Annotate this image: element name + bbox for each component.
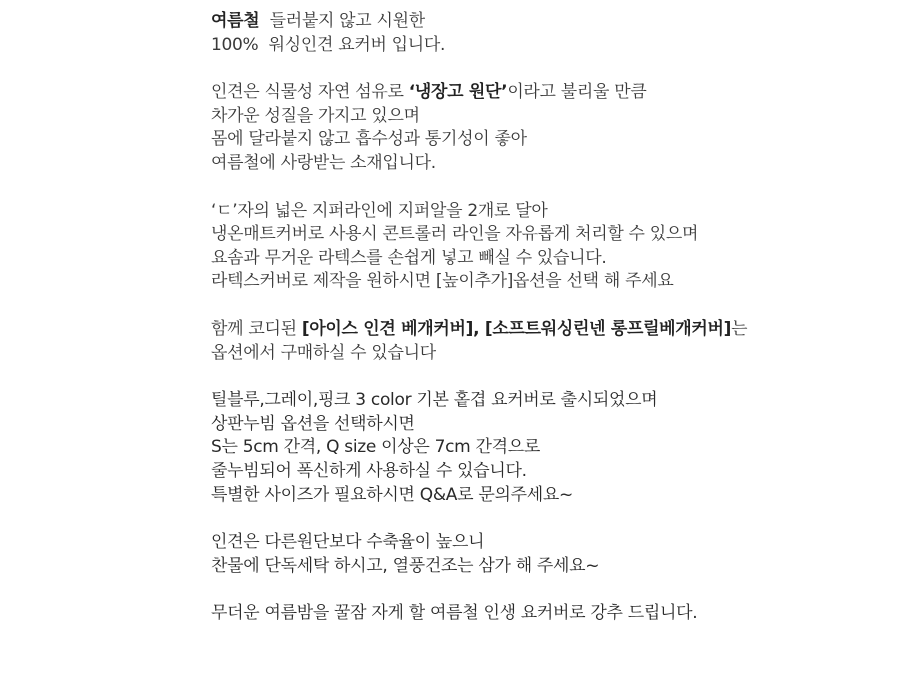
options-line-5: 특별한 사이즈가 필요하시면 Q&A로 문의주세요~ <box>211 484 573 505</box>
zipper-line-2: 냉온매트커버로 사용시 콘트롤러 라인을 자유롭게 처리할 수 있으며 <box>211 224 699 245</box>
coordination-line-2: 옵션에서 구매하실 수 있습니다 <box>211 342 436 363</box>
material-line-4: 여름철에 사랑받는 소재입니다. <box>211 152 436 173</box>
zipper-line-4: 라텍스커버로 제작을 원하시면 [높이추가]옵션을 선택 해 주세요 <box>211 271 674 292</box>
fridge-fabric-keyword: ‘냉장고 원단’ <box>408 82 508 103</box>
intro-line-1 <box>211 10 891 34</box>
season-keyword: 여름철 <box>211 11 260 31</box>
intro-paragraph <box>211 10 891 57</box>
closing-paragraph <box>211 602 891 626</box>
care-line-1: 인견은 다른원단보다 수축율이 높으니 <box>211 532 485 553</box>
options-line-3: S는 5cm 간격, Q size 이상은 7cm 간격으로 <box>211 437 541 458</box>
coordination-paragraph <box>211 318 891 365</box>
material-line-2: 차가운 성질을 가지고 있으며 <box>211 105 420 126</box>
product-description <box>211 10 891 650</box>
options-line-1: 틸블루,그레이,핑크 3 color 기본 홑겹 요커버로 출시되었으며 <box>211 390 658 411</box>
intro-line-1-text: 들러붙지 않고 시원한 <box>259 11 425 31</box>
coordination-line-1-pre: 함께 코디된 <box>211 318 302 339</box>
care-paragraph <box>211 531 891 578</box>
zipper-line-1: ‘ㄷ’자의 넓은 지퍼라인에 지퍼알을 2개로 달아 <box>211 200 548 221</box>
color-options-paragraph <box>211 389 891 507</box>
material-line-1-post: 이라고 불리울 만큼 <box>507 82 647 103</box>
care-line-2: 찬물에 단독세탁 하시고, 열풍건조는 삼가 해 주세요~ <box>211 555 600 576</box>
closing-line: 무더운 여름밤을 꿀잠 자게 할 여름철 인생 요커버로 강추 드립니다. <box>211 603 698 624</box>
material-line-1 <box>211 81 891 105</box>
options-line-2: 상판누빔 옵션을 선택하시면 <box>211 413 415 434</box>
zipper-line-3: 요솜과 무거운 라텍스를 손쉽게 넣고 빼실 수 있습니다. <box>211 247 607 268</box>
coordination-line-1 <box>211 318 891 342</box>
zipper-paragraph <box>211 200 891 294</box>
material-paragraph <box>211 81 891 175</box>
options-line-4: 줄누빔되어 폭신하게 사용하실 수 있습니다. <box>211 460 527 481</box>
material-line-3: 몸에 달라붙지 않고 흡수성과 통기성이 좋아 <box>211 129 527 150</box>
pillow-cover-products: [아이스 인견 베개커버], [소프트워싱린넨 롱프릴베개커버] <box>301 318 732 339</box>
intro-line-2: 100% 워싱인견 요커버 입니다. <box>211 34 446 55</box>
material-line-1-pre: 인견은 식물성 자연 섬유로 <box>211 82 409 103</box>
coordination-line-1-post: 는 <box>731 318 748 339</box>
